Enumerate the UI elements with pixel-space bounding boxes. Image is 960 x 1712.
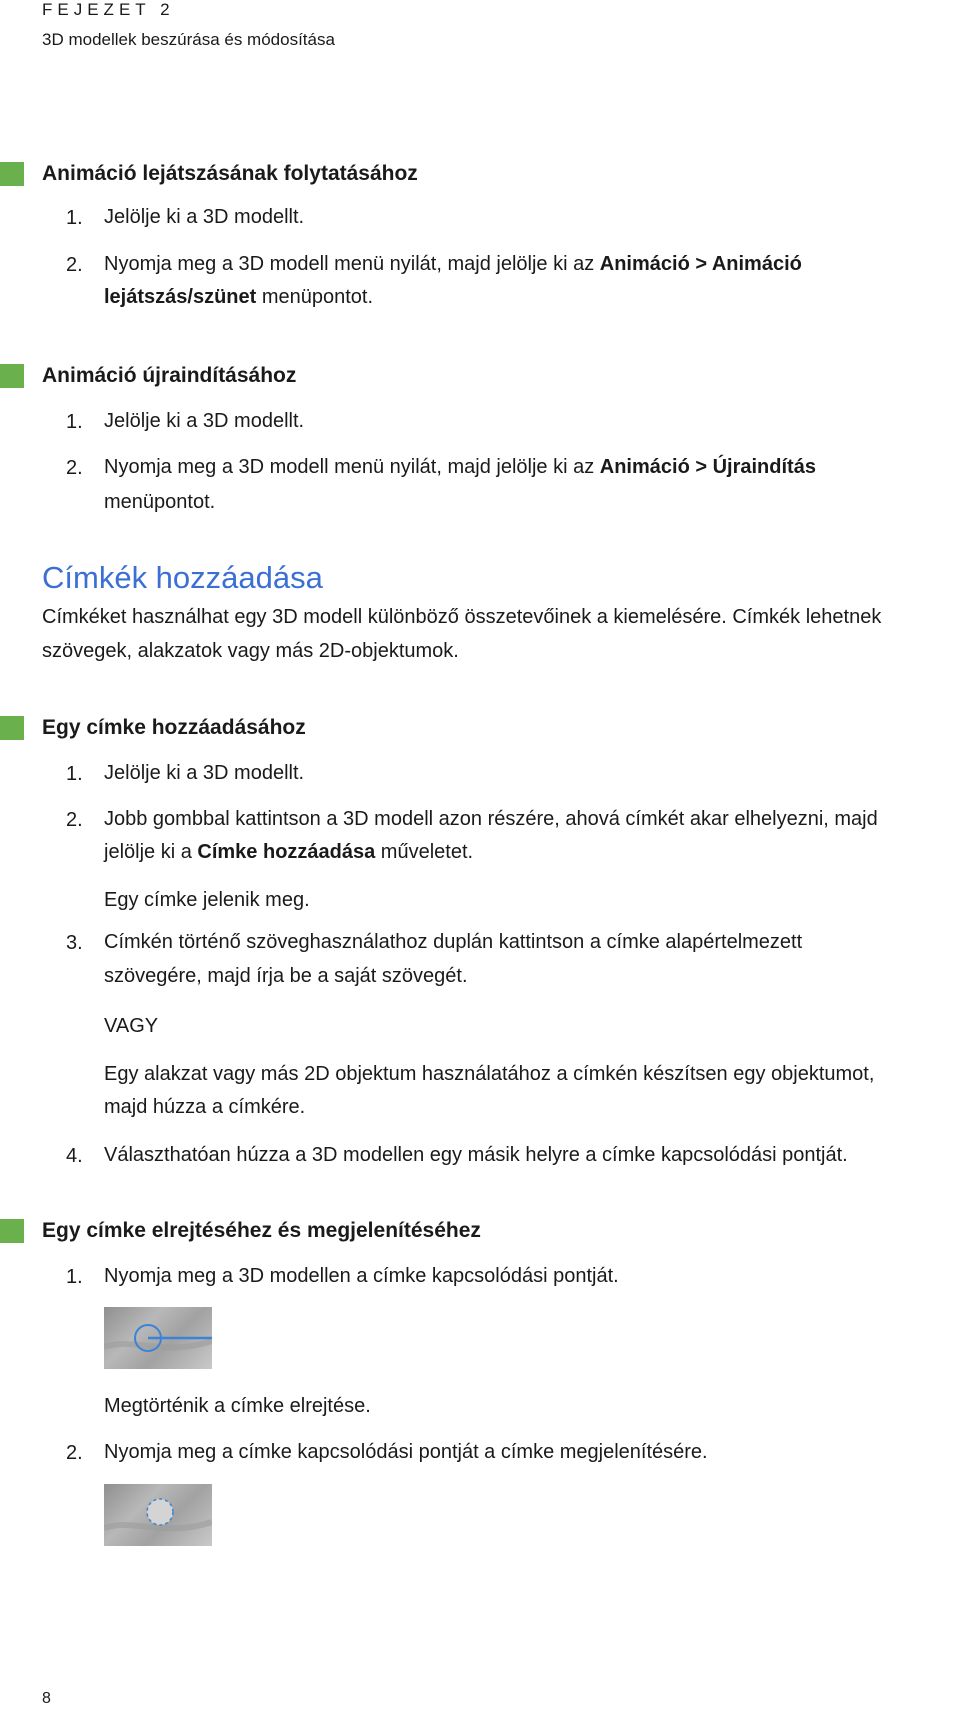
step-number: 2. xyxy=(66,457,83,479)
label-anchor-thumbnail xyxy=(104,1307,212,1369)
step-text: Egy alakzat vagy más 2D objektum használatához a címkén készítsen egy objektumot, xyxy=(104,1063,875,1085)
intro-paragraph-line: Címkéket használhat egy 3D modell különböző összetevőinek a kiemelésére. Címkék lehetnek xyxy=(42,606,882,628)
step-text: Jelölje ki a 3D modellt. xyxy=(104,410,305,432)
procedure-marker-icon xyxy=(0,162,24,186)
procedure-marker-icon xyxy=(0,1219,24,1243)
step-number: 1. xyxy=(66,763,83,785)
step-number: 2. xyxy=(66,809,83,831)
label-anchor-icon xyxy=(104,1307,212,1369)
step-result: Megtörténik a címke elrejtése. xyxy=(104,1395,371,1417)
or-separator: VAGY xyxy=(104,1015,159,1037)
step-text: Nyomja meg a 3D modellen a címke kapcsolódási pontját. xyxy=(104,1265,619,1287)
step-text: Jobb gombbal kattintson a 3D modell azon részére, ahová címkét akar elhelyezni, majd xyxy=(104,808,878,830)
procedure-marker-icon xyxy=(0,716,24,740)
step-text: szövegére, majd írja be a saját szövegét. xyxy=(104,965,468,987)
step-text: Jelölje ki a 3D modellt. xyxy=(104,762,305,784)
step-number: 2. xyxy=(66,1442,83,1464)
hidden-label-anchor-thumbnail xyxy=(104,1484,212,1546)
page-number: 8 xyxy=(42,1690,51,1707)
step-text: majd húzza a címkére. xyxy=(104,1096,306,1118)
step-text: Jelölje ki a 3D modellt. xyxy=(104,206,305,228)
procedure-marker-icon xyxy=(0,364,24,388)
section-heading: Címkék hozzáadása xyxy=(42,560,323,595)
intro-paragraph-line: szövegek, alakzatok vagy más 2D-objektumok. xyxy=(42,640,459,662)
step-text: Nyomja meg a 3D modell menü nyilát, majd jelölje ki az Animáció > Újraindítás xyxy=(104,456,816,478)
procedure-title-restart: Animáció újraindításához xyxy=(42,364,297,387)
step-result: Egy címke jelenik meg. xyxy=(104,889,310,911)
procedure-title-add-label: Egy címke hozzáadásához xyxy=(42,716,306,739)
step-text: menüpontot. xyxy=(104,491,216,513)
step-text: Választhatóan húzza a 3D modellen egy másik helyre a címke kapcsolódási pontját. xyxy=(104,1144,848,1166)
step-number: 1. xyxy=(66,1266,83,1288)
step-number: 2. xyxy=(66,254,83,276)
step-number: 1. xyxy=(66,411,83,433)
chapter-subtitle: 3D modellek beszúrása és módosítása xyxy=(42,30,335,49)
step-text: jelölje ki a Címke hozzáadása műveletet. xyxy=(104,841,474,863)
procedure-title-resume: Animáció lejátszásának folytatásához xyxy=(42,162,418,185)
hidden-anchor-icon xyxy=(104,1484,212,1546)
step-text: Nyomja meg a 3D modell menü nyilát, majd jelölje ki az Animáció > Animáció xyxy=(104,253,802,275)
step-number: 3. xyxy=(66,932,83,954)
step-text: lejátszás/szünet menüpontot. xyxy=(104,286,374,308)
procedure-title-hide-show: Egy címke elrejtéséhez és megjelenítéséhez xyxy=(42,1219,481,1242)
chapter-label: FEJEZET 2 xyxy=(42,0,175,19)
step-text: Nyomja meg a címke kapcsolódási pontját a címke megjelenítésére. xyxy=(104,1441,708,1463)
step-text: Címkén történő szöveghasználathoz duplán kattintson a címke alapértelmezett xyxy=(104,931,803,953)
step-number: 1. xyxy=(66,207,83,229)
step-number: 4. xyxy=(66,1145,83,1167)
